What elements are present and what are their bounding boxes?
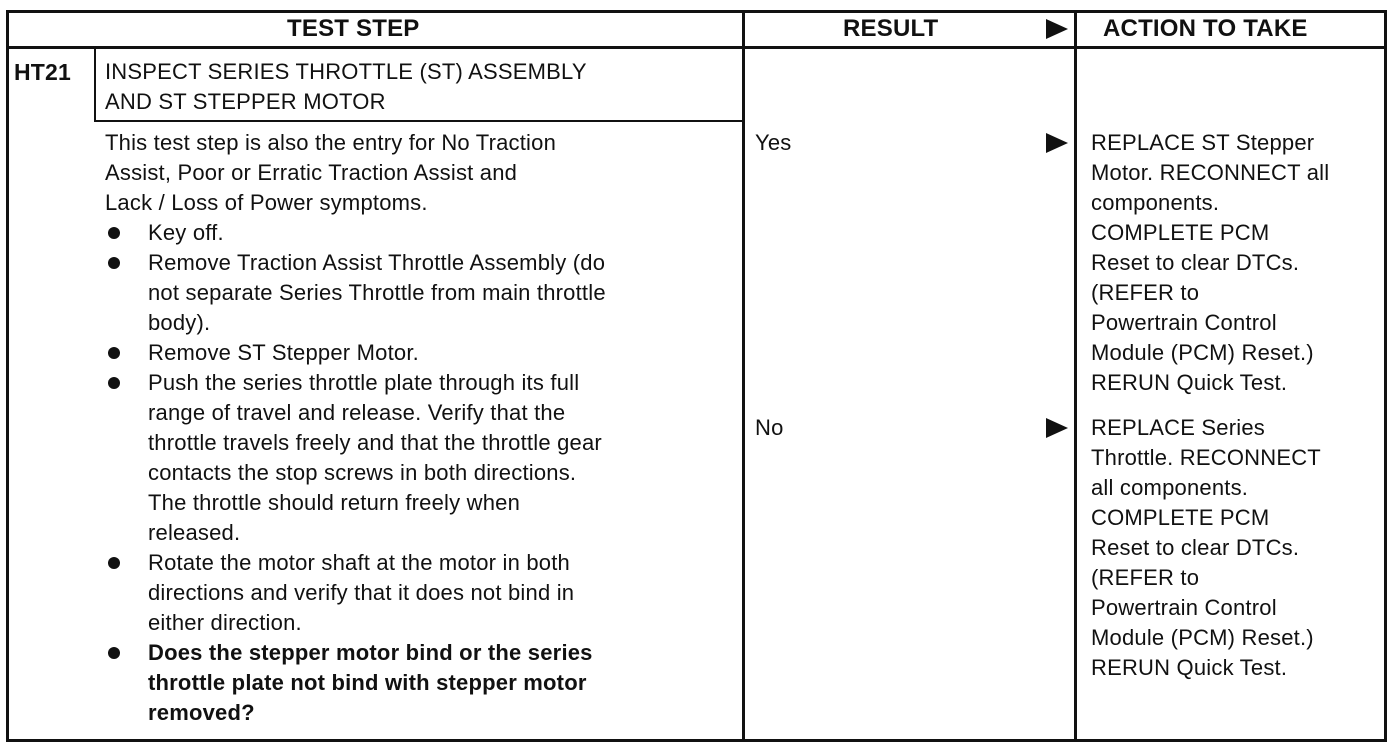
action-line: Reset to clear DTCs.: [1091, 250, 1300, 275]
header-test-step: TEST STEP: [287, 15, 420, 42]
action-column-divider: [1074, 10, 1077, 742]
action-line: Powertrain Control: [1091, 310, 1277, 335]
instruction-line: The throttle should return freely when: [148, 490, 521, 515]
instruction-line: Remove Traction Assist Throttle Assembly (do: [148, 250, 606, 275]
action-line: (REFER to: [1091, 565, 1200, 590]
bullet-icon: [108, 557, 120, 569]
action-line: Throttle. RECONNECT: [1091, 445, 1321, 470]
instruction-line: throttle travels freely and that the throttle gear: [148, 430, 602, 455]
instruction-line: throttle plate not bind with stepper motor: [148, 670, 587, 695]
instruction-line: Rotate the motor shaft at the motor in both: [148, 550, 570, 575]
instruction-item: [105, 338, 735, 368]
instruction-line: Push the series throttle plate through its full: [148, 370, 580, 395]
header-action: ACTION TO TAKE: [1103, 15, 1308, 42]
result-yes: Yes: [755, 130, 792, 155]
bullet-icon: [108, 227, 120, 239]
instruction-line: released.: [148, 520, 241, 545]
instruction-line: removed?: [148, 700, 255, 725]
action-line: components.: [1091, 190, 1220, 215]
instruction-line: either direction.: [148, 610, 302, 635]
intro-line: Assist, Poor or Erratic Traction Assist and: [105, 160, 518, 185]
step-title-divider: [94, 120, 744, 122]
step-instructions: [105, 218, 735, 728]
instruction-item: [105, 368, 735, 548]
instruction-line: Remove ST Stepper Motor.: [148, 340, 419, 365]
bullet-icon: [108, 347, 120, 359]
instruction-item: [105, 548, 735, 638]
action-line: REPLACE ST Stepper: [1091, 130, 1315, 155]
action-line: COMPLETE PCM: [1091, 505, 1270, 530]
step-title-line-2: AND ST STEPPER MOTOR: [105, 89, 386, 114]
bullet-icon: [108, 647, 120, 659]
header-result: RESULT: [843, 15, 939, 42]
bullet-icon: [108, 257, 120, 269]
result-column-divider: [742, 10, 745, 742]
step-id: HT21: [14, 59, 72, 85]
action-line: Motor. RECONNECT all: [1091, 160, 1330, 185]
instruction-line: range of travel and release. Verify that the: [148, 400, 566, 425]
instruction-line: contacts the stop screws in both directions.: [148, 460, 577, 485]
action-line: RERUN Quick Test.: [1091, 655, 1288, 680]
instruction-line: directions and verify that it does not bind in: [148, 580, 575, 605]
result-yes-arrow-icon: [1046, 133, 1068, 153]
instruction-line: not separate Series Throttle from main throttle: [148, 280, 606, 305]
intro-line: Lack / Loss of Power symptoms.: [105, 190, 428, 215]
instruction-question: [105, 638, 735, 728]
header-divider: [6, 46, 1387, 49]
action-line: COMPLETE PCM: [1091, 220, 1270, 245]
instruction-line: Key off.: [148, 220, 224, 245]
action-line: (REFER to: [1091, 280, 1200, 305]
bullet-icon: [108, 377, 120, 389]
action-line: REPLACE Series: [1091, 415, 1265, 440]
action-line: Reset to clear DTCs.: [1091, 535, 1300, 560]
action-line: RERUN Quick Test.: [1091, 370, 1288, 395]
action-line: all components.: [1091, 475, 1249, 500]
instruction-item: [105, 248, 735, 338]
intro-line: This test step is also the entry for No Traction: [105, 130, 557, 155]
instruction-line: Does the stepper motor bind or the series: [148, 640, 593, 665]
result-no-arrow-icon: [1046, 418, 1068, 438]
step-title-line-1: INSPECT SERIES THROTTLE (ST) ASSEMBLY: [105, 59, 587, 84]
instruction-item: [105, 218, 735, 248]
result-no: No: [755, 415, 784, 440]
action-line: Module (PCM) Reset.): [1091, 340, 1314, 365]
action-line: Module (PCM) Reset.): [1091, 625, 1314, 650]
id-column-divider: [94, 46, 96, 122]
instruction-line: body).: [148, 310, 211, 335]
action-line: Powertrain Control: [1091, 595, 1277, 620]
header-arrow-icon: [1046, 19, 1068, 39]
